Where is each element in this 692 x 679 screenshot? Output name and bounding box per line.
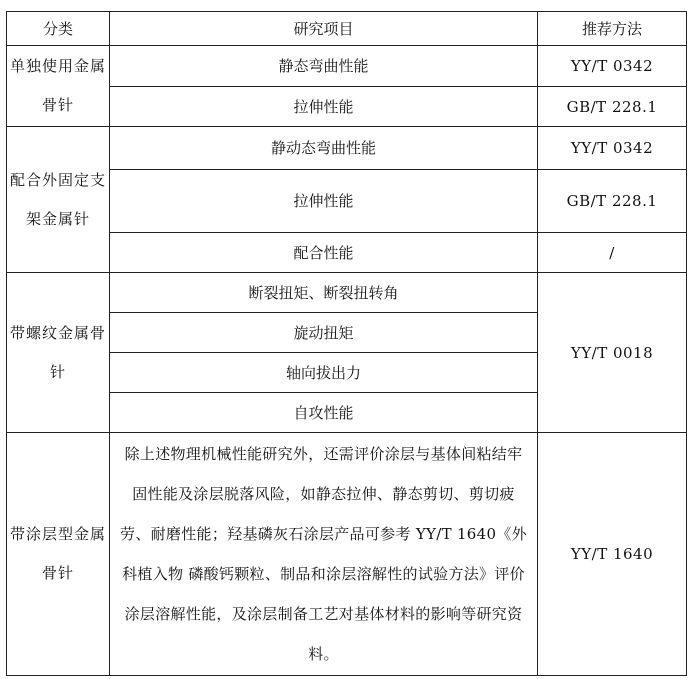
method-cell: YY/T 0018 xyxy=(538,273,687,433)
item-cell: 静动态弯曲性能 xyxy=(110,127,538,170)
item-cell: 拉伸性能 xyxy=(110,170,538,233)
item-cell: 拉伸性能 xyxy=(110,87,538,127)
description-cell: 除上述物理机械性能研究外，还需评价涂层与基体间粘结牢固性能及涂层脱落风险，如静态拉伸、静态剪切、剪切疲劳、耐磨性能；羟基磷灰石涂层产品可参考 YY/T 1640《外科植入物 磷酸钙颗粒、制品和涂层溶解性的试验方法》评价涂层溶解性能，及涂层制备工艺对基体材料的影响等研究资料。 xyxy=(110,433,538,676)
header-item: 研究项目 xyxy=(110,12,538,46)
method-cell: / xyxy=(538,233,687,273)
table-row xyxy=(7,46,687,87)
method-cell: YY/T 0342 xyxy=(538,46,687,87)
item-cell: 轴向拔出力 xyxy=(110,353,538,393)
category-cell: 带涂层型金属骨针 xyxy=(7,433,110,676)
item-cell: 自攻性能 xyxy=(110,393,538,433)
item-cell: 配合性能 xyxy=(110,233,538,273)
item-cell: 旋动扭矩 xyxy=(110,313,538,353)
method-cell: YY/T 0342 xyxy=(538,127,687,170)
category-cell: 单独使用金属骨针 xyxy=(7,46,110,127)
test-method-table xyxy=(6,11,687,676)
header-category: 分类 xyxy=(7,12,110,46)
table-row xyxy=(7,273,687,313)
item-cell: 静态弯曲性能 xyxy=(110,46,538,87)
table-header-row xyxy=(7,12,687,46)
table-row xyxy=(7,127,687,170)
category-cell: 带螺纹金属骨针 xyxy=(7,273,110,433)
method-cell: GB/T 228.1 xyxy=(538,87,687,127)
method-cell: GB/T 228.1 xyxy=(538,170,687,233)
header-method: 推荐方法 xyxy=(538,12,687,46)
method-cell: YY/T 1640 xyxy=(538,433,687,676)
category-cell: 配合外固定支架金属针 xyxy=(7,127,110,273)
item-cell: 断裂扭矩、断裂扭转角 xyxy=(110,273,538,313)
table-row xyxy=(7,433,687,676)
